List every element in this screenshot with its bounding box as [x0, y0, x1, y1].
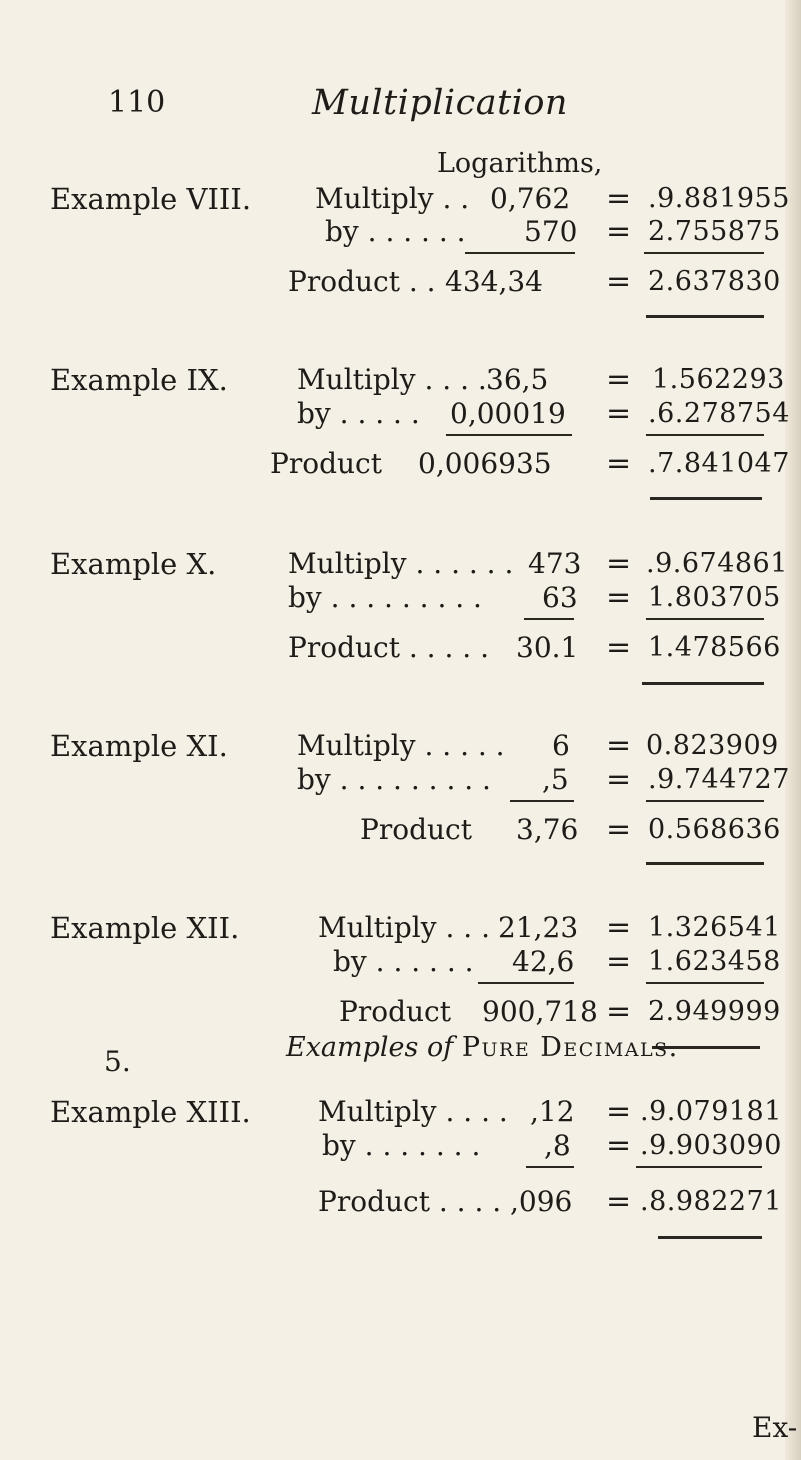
product-rule — [646, 315, 764, 318]
logarithm: .9.903090 — [640, 1130, 782, 1161]
equals-sign: = — [606, 181, 632, 216]
equals-sign: = — [606, 910, 632, 945]
sum-rule — [646, 982, 764, 984]
product-rule — [650, 497, 762, 500]
multiply-label: Multiply . . — [315, 182, 470, 215]
section-heading — [286, 1034, 679, 1061]
example-label: Example IX. — [50, 363, 228, 397]
product-label: Product — [339, 995, 451, 1028]
product-value: 30.1 — [516, 631, 579, 664]
equals-sign: = — [606, 630, 632, 665]
by-label: by . . . . . . . . . — [288, 581, 482, 614]
logarithm: .9.079181 — [640, 1096, 782, 1127]
multiplier: ,8 — [544, 1129, 571, 1162]
logarithm: 1.478566 — [648, 632, 781, 663]
equals-sign: = — [606, 944, 632, 979]
running-head: Multiplication — [312, 83, 568, 123]
multiply-label: Multiply . . . . . . — [288, 547, 514, 580]
by-label: by . . . . . . — [333, 945, 474, 978]
product-value: 3,76 — [516, 813, 579, 846]
sum-rule — [465, 252, 575, 254]
logarithm: .8.982271 — [640, 1186, 782, 1217]
sum-rule — [646, 618, 764, 620]
multiplicand: 473 — [528, 547, 582, 580]
catchword: Ex- — [752, 1411, 798, 1444]
example-label: Example XII. — [50, 911, 240, 945]
equals-sign: = — [606, 362, 632, 397]
logarithm: .9.881955 — [648, 183, 790, 214]
product-rule — [642, 682, 764, 685]
equals-sign: = — [606, 396, 632, 431]
logarithm: 1.562293 — [652, 364, 785, 395]
sum-rule — [524, 618, 574, 620]
sum-rule — [636, 1166, 762, 1168]
equals-sign: = — [606, 214, 632, 249]
multiplicand: 36,5 — [486, 363, 549, 396]
equals-sign: = — [606, 546, 632, 581]
sum-rule — [646, 434, 764, 436]
logarithm: 2.637830 — [648, 266, 781, 297]
multiplier: 0,00019 — [450, 397, 566, 430]
example-label: Example XIII. — [50, 1095, 251, 1129]
logarithm: .9.744727 — [648, 764, 790, 795]
sum-rule — [446, 434, 572, 436]
product-value: 900,718 — [482, 995, 598, 1028]
by-label: by . . . . . — [297, 397, 420, 430]
logarithm: 1.326541 — [648, 912, 781, 943]
multiplier: ,5 — [542, 763, 569, 796]
equals-sign: = — [606, 264, 632, 299]
sum-rule — [478, 982, 574, 984]
by-label: by . . . . . . . — [322, 1129, 481, 1162]
multiplicand: ,12 — [530, 1095, 575, 1128]
logarithm: 0.568636 — [648, 814, 781, 845]
section-number: 5. — [104, 1045, 131, 1078]
logarithm: 1.623458 — [648, 946, 781, 977]
sum-rule — [646, 800, 764, 802]
equals-sign: = — [606, 1128, 632, 1163]
logarithm: 1.803705 — [648, 582, 781, 613]
equals-sign: = — [606, 812, 632, 847]
product-label: Product . . . . — [318, 1185, 502, 1218]
product-label: Product — [360, 813, 472, 846]
sum-rule — [510, 800, 574, 802]
multiply-label: Multiply . . . — [318, 911, 490, 944]
product-rule — [658, 1236, 762, 1239]
multiplicand: 0,762 — [490, 182, 571, 215]
logarithm: .9.674861 — [646, 548, 788, 579]
multiplier: 570 — [524, 215, 578, 248]
equals-sign: = — [606, 1184, 632, 1219]
by-label: by . . . . . . . . . — [297, 763, 491, 796]
product-value: 0,006935 — [418, 447, 552, 480]
equals-sign: = — [606, 762, 632, 797]
product-label: Product — [270, 447, 382, 480]
product-rule — [646, 862, 764, 865]
equals-sign: = — [606, 728, 632, 763]
logarithm: .7.841047 — [648, 448, 790, 479]
sum-rule — [644, 252, 764, 254]
product-label: Product . . . . . — [288, 631, 489, 664]
sum-rule — [526, 1166, 574, 1168]
page-edge — [785, 0, 801, 1460]
multiply-label: Multiply . . . . . — [297, 729, 505, 762]
logarithm: 2.755875 — [648, 216, 781, 247]
example-label: Example XI. — [50, 729, 228, 763]
multiply-label: Multiply . . . . — [318, 1095, 508, 1128]
page-number: 110 — [108, 85, 166, 120]
section-heading-italic: Examples of — [286, 1032, 454, 1063]
equals-sign: = — [606, 446, 632, 481]
by-label: by . . . . . . — [325, 215, 466, 248]
product-label: Product . . — [288, 265, 436, 298]
multiplicand: 21,23 — [498, 911, 579, 944]
logarithm: 2.949999 — [648, 996, 781, 1027]
section-heading-caps: Pure Decimals. — [461, 1032, 679, 1063]
multiplier: 63 — [542, 581, 578, 614]
example-label: Example VIII. — [50, 182, 252, 216]
product-value: ,096 — [510, 1185, 573, 1218]
logarithm: .6.278754 — [648, 398, 790, 429]
logarithms-heading: Logarithms, — [437, 148, 603, 179]
equals-sign: = — [606, 1094, 632, 1129]
example-label: Example X. — [50, 547, 217, 581]
product-value: 434,34 — [445, 265, 543, 298]
equals-sign: = — [606, 994, 632, 1029]
logarithm: 0.823909 — [646, 730, 779, 761]
multiplicand: 6 — [552, 729, 570, 762]
equals-sign: = — [606, 580, 632, 615]
multiply-label: Multiply . . . . — [297, 363, 487, 396]
multiplier: 42,6 — [512, 945, 575, 978]
